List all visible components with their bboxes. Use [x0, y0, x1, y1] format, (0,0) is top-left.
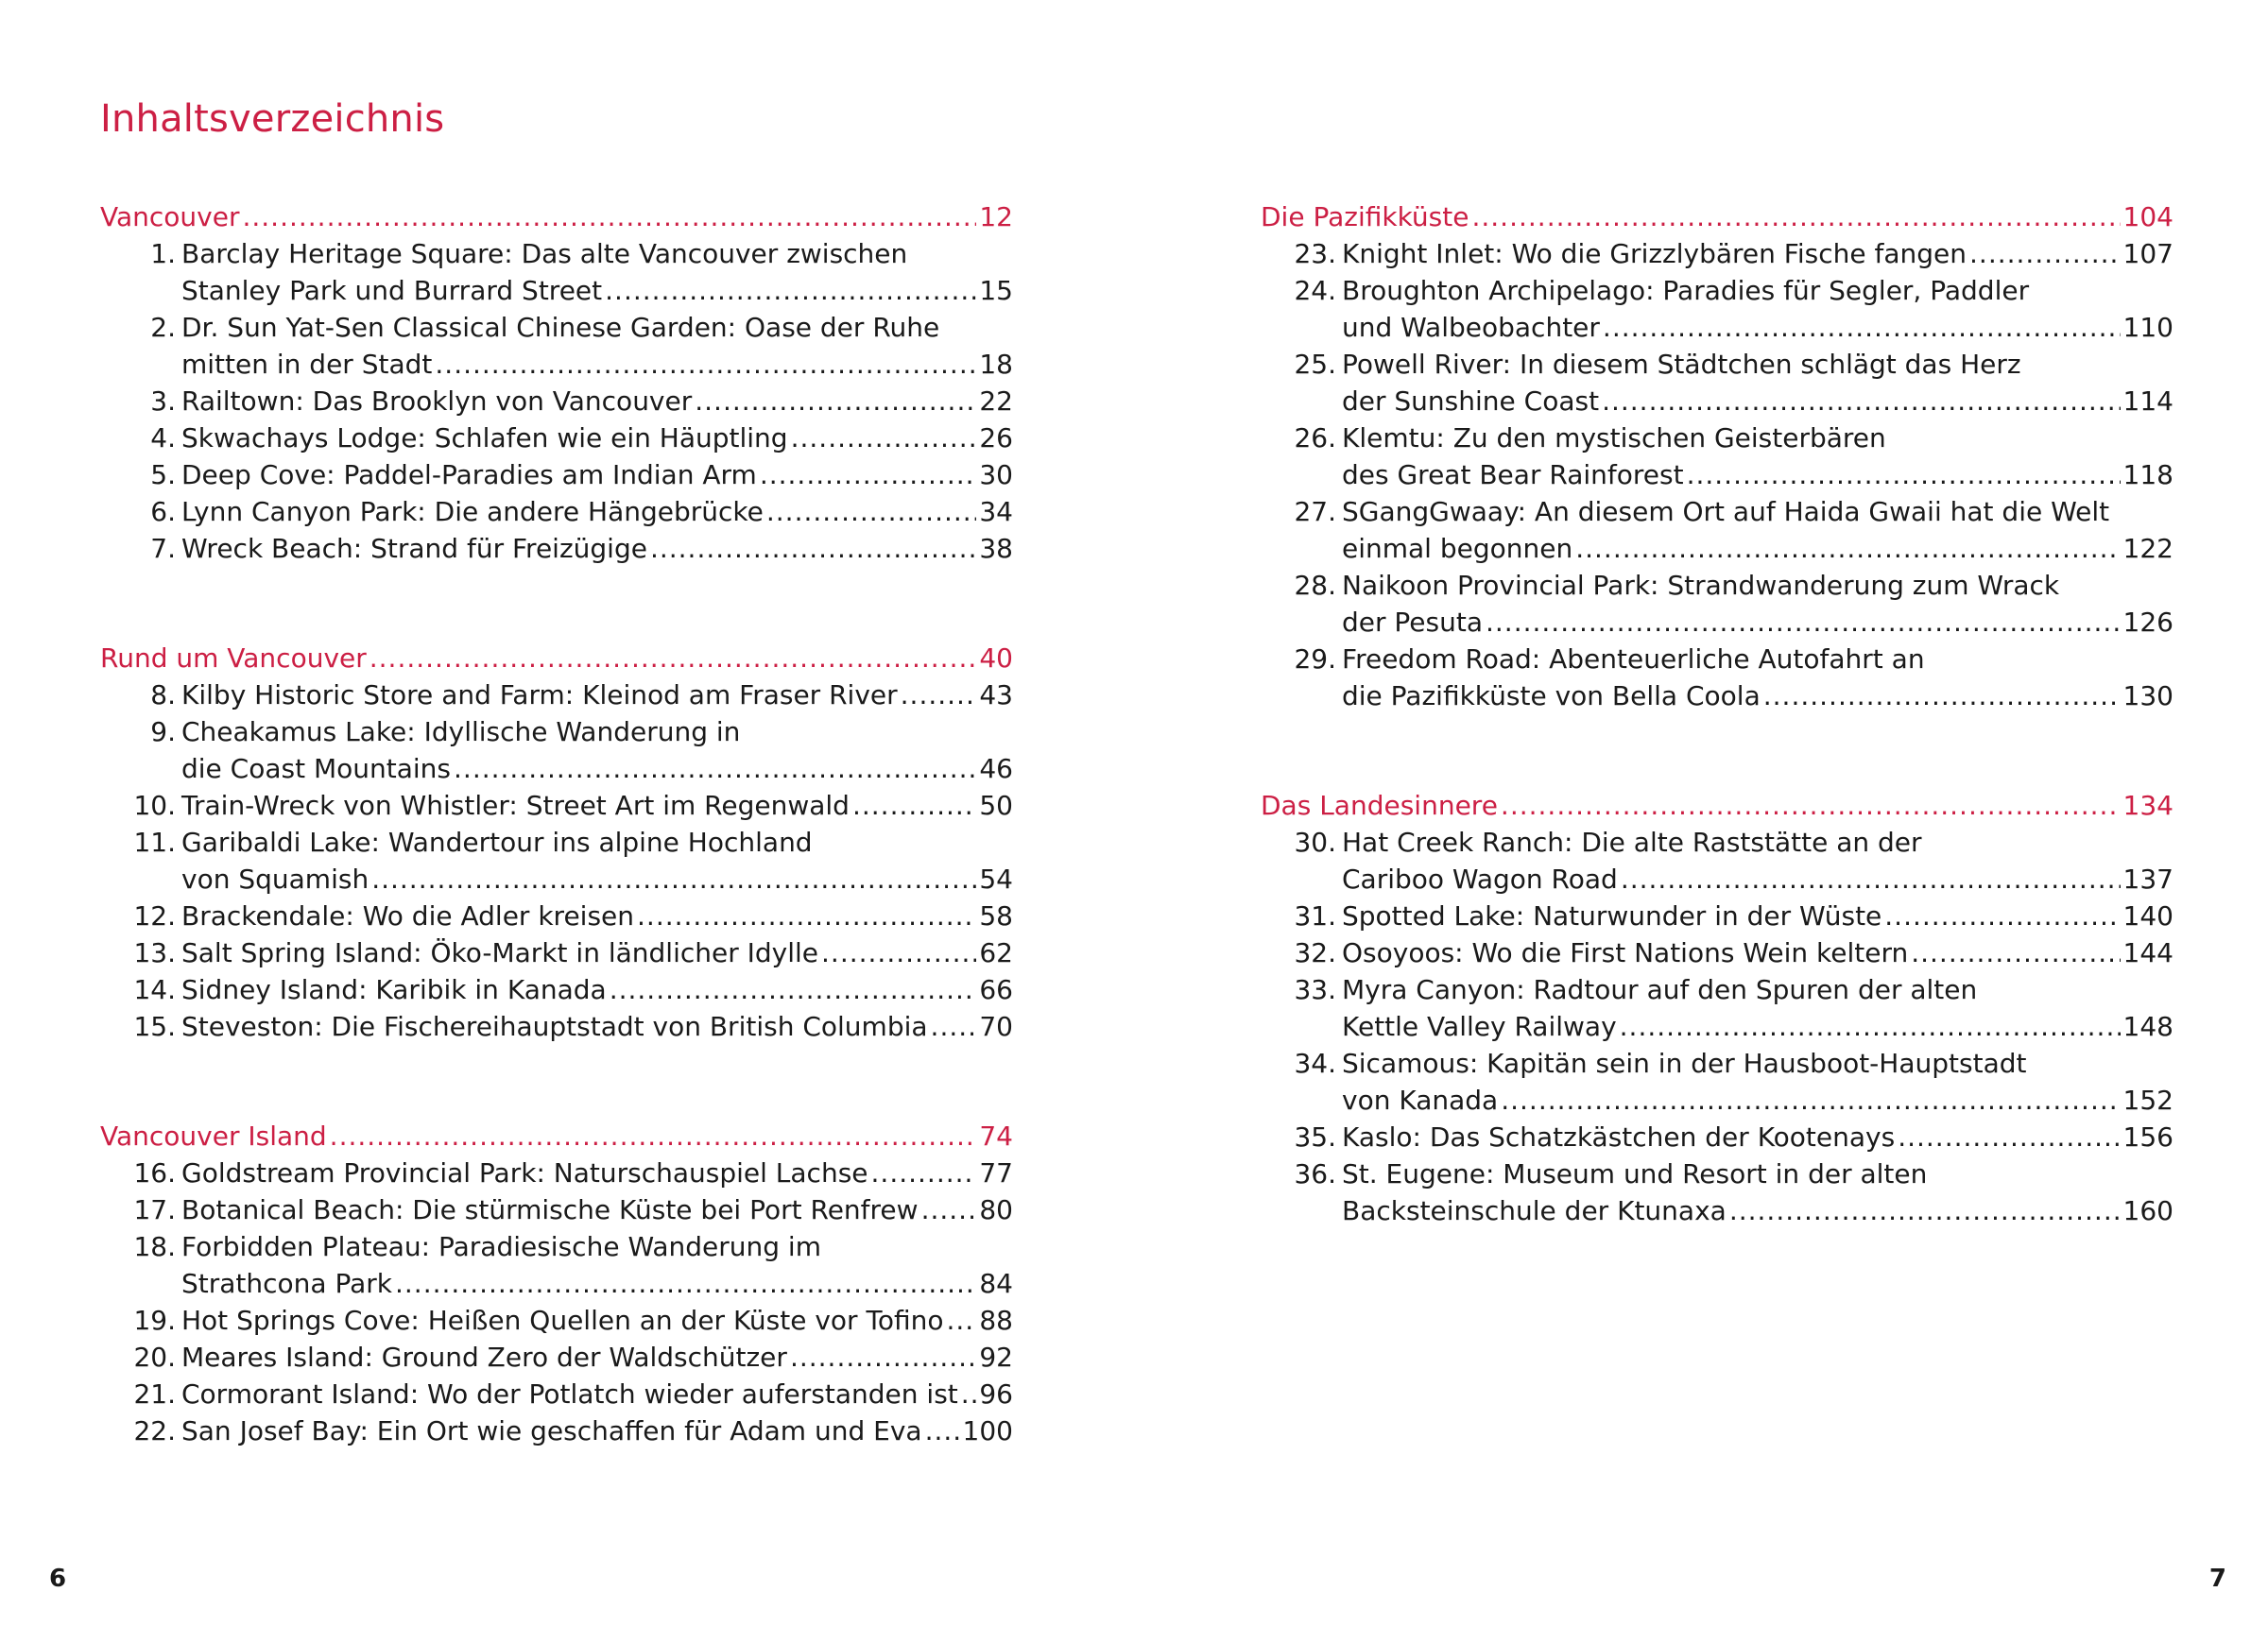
toc-entry-line[interactable] [1261, 1155, 2174, 1192]
toc-entry-line[interactable] [1261, 383, 2174, 419]
entry-number: 27. [1294, 496, 1336, 527]
entry-number: 4. [150, 422, 176, 454]
entry-page: 66 [979, 974, 1013, 1005]
entry-number: 28. [1294, 570, 1336, 601]
dot-leader [1501, 1082, 2120, 1119]
entry-title: Sicamous: Kapitän sein in der Hausboot-Hauptstadt [1342, 1048, 2027, 1079]
toc-entry-line[interactable] [1261, 530, 2174, 567]
entry-number: 26. [1294, 422, 1336, 454]
entry-page: 15 [979, 275, 1013, 306]
entry-title-continued: die Pazifikküste von Bella Coola [1342, 680, 1761, 711]
entry-number: 19. [133, 1305, 176, 1336]
entry-number: 35. [1294, 1121, 1336, 1153]
dot-leader [1486, 604, 2121, 641]
dot-leader [1620, 1008, 2121, 1045]
entry-title-continued: der Sunshine Coast [1342, 385, 1600, 417]
entry-page: 126 [2122, 607, 2174, 638]
dot-leader [371, 861, 976, 898]
toc-entry-line[interactable] [100, 1376, 1013, 1412]
dot-leader [1969, 235, 2121, 272]
toc-entry-line[interactable] [100, 750, 1013, 787]
entry-title: Cormorant Island: Wo der Potlatch wieder auferstanden ist [181, 1378, 958, 1410]
entry-title: Cheakamus Lake: Idyllische Wanderung in [181, 716, 741, 747]
entry-number: 6. [150, 496, 176, 527]
entry-page: 144 [2122, 937, 2174, 968]
toc-entry-line[interactable] [100, 1228, 1013, 1265]
entry-title: Train-Wreck von Whistler: Street Art im Regenwald [181, 790, 850, 821]
entry-title: Railtown: Das Brooklyn von Vancouver [181, 385, 693, 417]
entry-page: 88 [979, 1305, 1013, 1336]
toc-entry-line[interactable] [1261, 1045, 2174, 1082]
dot-leader [871, 1155, 977, 1191]
entry-title-continued: Stanley Park und Burrard Street [181, 275, 603, 306]
entry-number: 18. [133, 1231, 176, 1262]
entry-page: 100 [962, 1415, 1013, 1446]
entry-number: 32. [1294, 937, 1336, 968]
entry-title: Skwachays Lodge: Schlafen wie ein Häuptling [181, 422, 788, 454]
entry-page: 84 [979, 1268, 1013, 1299]
dot-leader [650, 530, 976, 567]
toc-column-left [100, 198, 1013, 1522]
toc-entry-line[interactable] [1261, 971, 2174, 1008]
toc-column-right [1261, 198, 2174, 1302]
entry-title: San Josef Bay: Ein Ort wie geschaffen für Adam und Eva [181, 1415, 922, 1446]
entry-page: 58 [979, 900, 1013, 932]
section-page: 40 [979, 642, 1013, 674]
toc-entry-line[interactable] [100, 383, 1013, 419]
entry-page: 70 [979, 1011, 1013, 1042]
dot-leader [435, 346, 976, 383]
entry-page: 122 [2122, 533, 2174, 564]
dot-leader [1763, 677, 2121, 714]
entry-number: 11. [133, 827, 176, 858]
toc-entry-line[interactable] [1261, 567, 2174, 604]
toc-entry-line[interactable] [100, 530, 1013, 567]
entry-number: 21. [133, 1378, 176, 1410]
entry-title-continued: Kettle Valley Railway [1342, 1011, 1617, 1042]
entry-title: St. Eugene: Museum und Resort in der alten [1342, 1158, 1928, 1190]
section-heading[interactable] [1261, 787, 2174, 824]
entry-number: 14. [133, 974, 176, 1005]
entry-page: 50 [979, 790, 1013, 821]
toc-entry-line[interactable] [1261, 861, 2174, 898]
entry-title: Steveston: Die Fischereihauptstadt von British Columbia [181, 1011, 928, 1042]
dot-leader [610, 971, 977, 1008]
entry-title: Naikoon Provincial Park: Strandwanderung zum Wrack [1342, 570, 2060, 601]
entry-page: 137 [2122, 864, 2174, 895]
entry-title: Hot Springs Cove: Heißen Quellen an der Küste vor Tofino [181, 1305, 944, 1336]
entry-number: 31. [1294, 900, 1336, 932]
page-number-left: 6 [49, 1565, 67, 1593]
toc-entry-line[interactable] [100, 1155, 1013, 1191]
toc-entry-line[interactable] [100, 934, 1013, 971]
toc-entry-line[interactable] [1261, 934, 2174, 971]
entry-page: 34 [979, 496, 1013, 527]
toc-entry-line[interactable] [100, 419, 1013, 456]
toc-entry-line[interactable] [1261, 272, 2174, 309]
entry-title: Wreck Beach: Strand für Freizügige [181, 533, 647, 564]
dot-leader [454, 750, 976, 787]
entry-page: 26 [979, 422, 1013, 454]
entry-title: Barclay Heritage Square: Das alte Vancouver zwischen [181, 238, 908, 269]
entry-page: 160 [2122, 1195, 2174, 1226]
section-heading[interactable] [100, 640, 1013, 676]
toc-entry-line[interactable] [100, 713, 1013, 750]
entry-page: 43 [979, 679, 1013, 710]
entry-number: 25. [1294, 349, 1336, 380]
dot-leader [1602, 383, 2120, 419]
entry-page: 92 [979, 1342, 1013, 1373]
entry-page: 118 [2122, 459, 2174, 490]
section-page: 134 [2122, 790, 2174, 821]
section-page: 74 [979, 1121, 1013, 1152]
entry-page: 114 [2122, 385, 2174, 417]
entry-title-continued: des Great Bear Rainforest [1342, 459, 1684, 490]
entry-page: 107 [2122, 238, 2174, 269]
entry-number: 5. [150, 459, 176, 490]
entry-number: 16. [133, 1157, 176, 1189]
toc-section [100, 1118, 1013, 1449]
toc-entry-line[interactable] [100, 1412, 1013, 1449]
dot-leader [1911, 934, 2120, 971]
section-title: Die Pazifikküste [1261, 201, 1469, 232]
entry-title: Powell River: In diesem Städtchen schlägt das Herz [1342, 349, 2021, 380]
dot-leader [1729, 1192, 2121, 1229]
toc-entry-line[interactable] [1261, 456, 2174, 493]
entry-page: 140 [2122, 900, 2174, 932]
toc-entry-line[interactable] [100, 787, 1013, 824]
dot-leader [821, 934, 976, 971]
entry-title: Sidney Island: Karibik in Kanada [181, 974, 607, 1005]
section-title: Vancouver [100, 201, 240, 232]
dot-leader [637, 898, 976, 934]
dot-leader [1687, 456, 2121, 493]
toc-entry-line[interactable] [100, 1339, 1013, 1376]
entry-page: 80 [979, 1194, 1013, 1225]
entry-number: 20. [133, 1342, 176, 1373]
dot-leader [1884, 898, 2120, 934]
entry-page: 110 [2122, 312, 2174, 343]
toc-entry-line[interactable] [1261, 419, 2174, 456]
entry-title: Goldstream Provincial Park: Naturschauspiel Lachse [181, 1157, 868, 1189]
entry-number: 15. [133, 1011, 176, 1042]
entry-title: Hat Creek Ranch: Die alte Raststätte an der [1342, 827, 1922, 858]
entry-number: 30. [1294, 827, 1336, 858]
toc-section [1261, 198, 2174, 714]
toc-entry-line[interactable] [1261, 235, 2174, 272]
entry-title: Deep Cove: Paddel-Paradies am Indian Arm [181, 459, 757, 490]
entry-title: Kaslo: Das Schatzkästchen der Kootenays [1342, 1121, 1896, 1153]
entry-title-continued: der Pesuta [1342, 607, 1483, 638]
toc-entry-line[interactable] [100, 1191, 1013, 1228]
toc-entry-line[interactable] [1261, 1008, 2174, 1045]
dot-leader [1898, 1119, 2120, 1155]
section-heading[interactable] [1261, 198, 2174, 235]
toc-entry-line[interactable] [100, 898, 1013, 934]
dot-leader [1501, 787, 2121, 824]
page-title: Inhaltsverzeichnis [100, 96, 445, 141]
dot-leader [852, 787, 976, 824]
toc-entry-line[interactable] [100, 346, 1013, 383]
dot-leader [946, 1302, 976, 1339]
entry-title: Lynn Canyon Park: Die andere Hängebrücke [181, 496, 764, 527]
entry-title: Osoyoos: Wo die First Nations Wein keltern [1342, 937, 1909, 968]
toc-entry-line[interactable] [1261, 1082, 2174, 1119]
entry-page: 22 [979, 385, 1013, 417]
dot-leader [1471, 198, 2120, 235]
toc-entry-line[interactable] [1261, 309, 2174, 346]
entry-title: Freedom Road: Abenteuerliche Autofahrt an [1342, 643, 1925, 675]
entry-number: 2. [150, 312, 176, 343]
entry-page: 30 [979, 459, 1013, 490]
toc-entry-line[interactable] [100, 309, 1013, 346]
entry-page: 152 [2122, 1085, 2174, 1116]
toc-entry-line[interactable] [1261, 604, 2174, 641]
toc-entry-line[interactable] [100, 971, 1013, 1008]
section-title: Vancouver Island [100, 1121, 327, 1152]
dot-leader [1621, 861, 2121, 898]
section-page: 104 [2122, 201, 2174, 232]
entry-page: 62 [979, 937, 1013, 968]
entry-title: Meares Island: Ground Zero der Waldschützer [181, 1342, 787, 1373]
toc-section [100, 198, 1013, 567]
toc-entry-line[interactable] [100, 272, 1013, 309]
page-number-right: 7 [2208, 1565, 2226, 1593]
entry-title: Spotted Lake: Naturwunder in der Wüste [1342, 900, 1882, 932]
toc-entry-line[interactable] [1261, 824, 2174, 861]
toc-entry-line[interactable] [100, 1302, 1013, 1339]
entry-title: Botanical Beach: Die stürmische Küste bei Port Renfrew [181, 1194, 919, 1225]
section-heading[interactable] [100, 1118, 1013, 1155]
entry-title: Myra Canyon: Radtour auf den Spuren der alten [1342, 974, 1978, 1005]
entry-page: 77 [979, 1157, 1013, 1189]
entry-number: 12. [133, 900, 176, 932]
entry-title-continued: und Walbeobachter [1342, 312, 1600, 343]
entry-number: 29. [1294, 643, 1336, 675]
entry-title: Dr. Sun Yat-Sen Classical Chinese Garden: Oase der Ruhe [181, 312, 940, 343]
toc-entry-line[interactable] [1261, 1119, 2174, 1155]
dot-leader [791, 419, 977, 456]
entry-page: 54 [979, 864, 1013, 895]
toc-entry-line[interactable] [1261, 677, 2174, 714]
entry-number: 9. [150, 716, 176, 747]
entry-number: 36. [1294, 1158, 1336, 1190]
toc-section [1261, 787, 2174, 1229]
toc-entry-line[interactable] [1261, 493, 2174, 530]
section-title: Das Landesinnere [1261, 790, 1498, 821]
entry-title: Broughton Archipelago: Paradies für Segler, Paddler [1342, 275, 2030, 306]
entry-title-continued: mitten in der Stadt [181, 349, 433, 380]
entry-page: 46 [979, 753, 1013, 784]
toc-entry-line[interactable] [100, 493, 1013, 530]
entry-title-continued: Strathcona Park [181, 1268, 392, 1299]
entry-number: 1. [150, 238, 176, 269]
toc-entry-line[interactable] [1261, 1192, 2174, 1229]
entry-number: 17. [133, 1194, 176, 1225]
entry-page: 148 [2122, 1011, 2174, 1042]
toc-entry-line[interactable] [100, 456, 1013, 493]
entry-number: 3. [150, 385, 176, 417]
dot-leader [605, 272, 976, 309]
entry-title-continued: von Squamish [181, 864, 369, 895]
dot-leader [1603, 309, 2121, 346]
entry-number: 7. [150, 533, 176, 564]
dot-leader [961, 1376, 977, 1412]
toc-section [100, 640, 1013, 1045]
entry-number: 34. [1294, 1048, 1336, 1079]
entry-title-continued: von Kanada [1342, 1085, 1499, 1116]
entry-title-continued: einmal begonnen [1342, 533, 1573, 564]
dot-leader [1575, 530, 2120, 567]
toc-entry-line[interactable] [100, 824, 1013, 861]
dot-leader [242, 198, 976, 235]
entry-title: SGangGwaay: An diesem Ort auf Haida Gwaii hat die Welt [1342, 496, 2110, 527]
entry-title: Knight Inlet: Wo die Grizzlybären Fische fangen [1342, 238, 1967, 269]
entry-title-continued: Cariboo Wagon Road [1342, 864, 1618, 895]
entry-page: 130 [2122, 680, 2174, 711]
entry-page: 18 [979, 349, 1013, 380]
toc-entry-line[interactable] [1261, 641, 2174, 677]
entry-title: Kilby Historic Store and Farm: Kleinod am Fraser River [181, 679, 898, 710]
dot-leader [369, 640, 977, 676]
entry-title-continued: Backsteinschule der Ktunaxa [1342, 1195, 1727, 1226]
entry-number: 10. [133, 790, 176, 821]
dot-leader [925, 1412, 960, 1449]
section-page: 12 [979, 201, 1013, 232]
dot-leader [931, 1008, 977, 1045]
dot-leader [766, 493, 976, 530]
section-heading[interactable] [100, 198, 1013, 235]
entry-title: Salt Spring Island: Öko-Markt in ländlicher Idylle [181, 937, 819, 968]
dot-leader [760, 456, 977, 493]
section-title: Rund um Vancouver [100, 642, 367, 674]
toc-entry-line[interactable] [100, 1265, 1013, 1302]
toc-entry-line[interactable] [100, 676, 1013, 713]
entry-title-continued: die Coast Mountains [181, 753, 452, 784]
entry-title: Brackendale: Wo die Adler kreisen [181, 900, 635, 932]
entry-number: 33. [1294, 974, 1336, 1005]
dot-leader [695, 383, 976, 419]
entry-page: 38 [979, 533, 1013, 564]
entry-number: 22. [133, 1415, 176, 1446]
dot-leader [395, 1265, 976, 1302]
entry-title: Forbidden Plateau: Paradiesische Wanderung im [181, 1231, 821, 1262]
dot-leader [921, 1191, 977, 1228]
entry-number: 8. [150, 679, 176, 710]
dot-leader [790, 1339, 976, 1376]
entry-number: 23. [1294, 238, 1336, 269]
entry-page: 96 [979, 1378, 1013, 1410]
toc-entry-line[interactable] [100, 861, 1013, 898]
entry-number: 24. [1294, 275, 1336, 306]
entry-title: Klemtu: Zu den mystischen Geisterbären [1342, 422, 1886, 454]
entry-number: 13. [133, 937, 176, 968]
toc-entry-line[interactable] [100, 235, 1013, 272]
dot-leader [901, 676, 977, 713]
toc-entry-line[interactable] [100, 1008, 1013, 1045]
entry-page: 156 [2122, 1121, 2174, 1153]
toc-entry-line[interactable] [1261, 346, 2174, 383]
entry-title: Garibaldi Lake: Wandertour ins alpine Hochland [181, 827, 813, 858]
dot-leader [330, 1118, 977, 1155]
toc-entry-line[interactable] [1261, 898, 2174, 934]
